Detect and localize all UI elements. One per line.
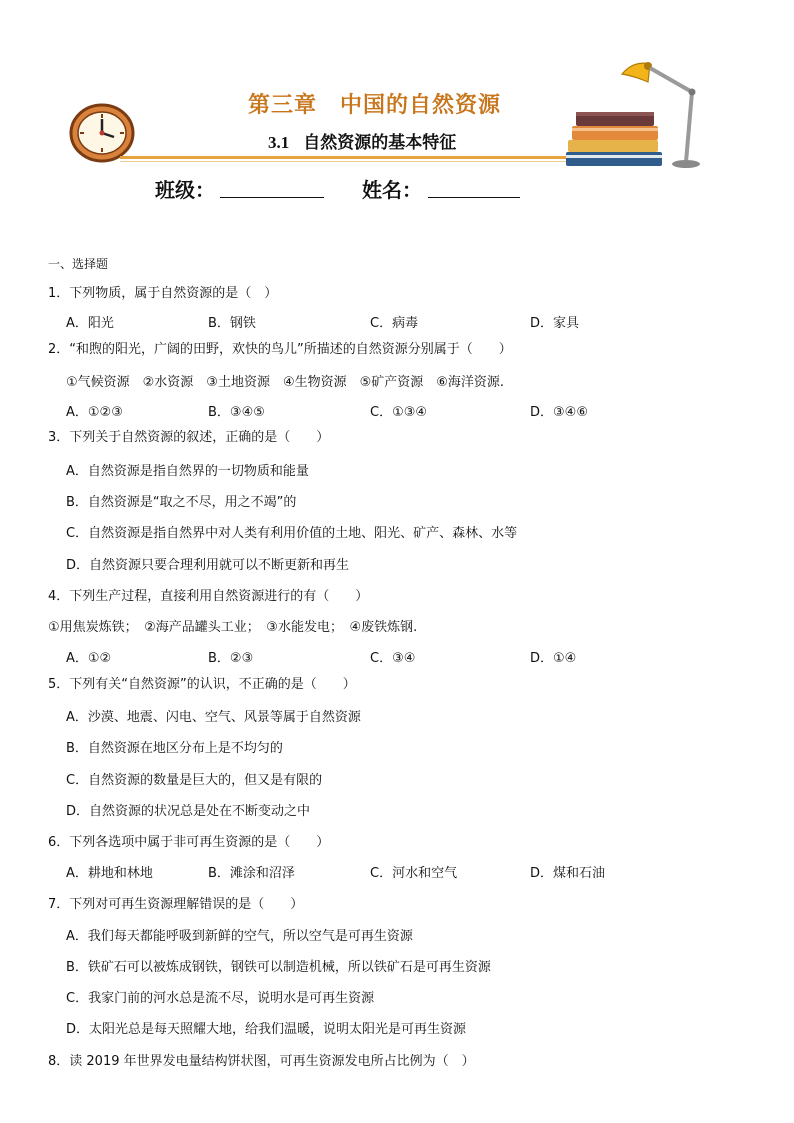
option-c[interactable]: C．自然资源是指自然界中对人类有利用价值的土地、阳光、矿产、森林、水等 — [66, 526, 518, 541]
option-d[interactable]: D．①④ — [530, 651, 577, 666]
option-b[interactable]: B．自然资源是“取之不尽，用之不竭”的 — [66, 495, 297, 510]
option-c[interactable]: C．自然资源的数量是巨大的，但又是有限的 — [66, 773, 323, 788]
option-d[interactable]: D．自然资源的状况总是处在不断变动之中 — [66, 804, 311, 819]
section-title — [268, 128, 456, 153]
question-2-options — [0, 405, 794, 421]
option-b[interactable]: B．钢铁 — [208, 316, 256, 331]
question-6-options — [0, 866, 794, 882]
question-3-stem: 3．下列关于自然资源的叙述，正确的是（ ） — [48, 430, 330, 445]
option-c[interactable]: C．③④ — [370, 651, 416, 666]
option-b[interactable]: B．②③ — [208, 651, 254, 666]
question-2-stem: 2．“和煦的阳光，广阔的田野，欢快的鸟儿”所描述的自然资源分别属于（ ） — [48, 342, 512, 357]
name-blank[interactable] — [428, 197, 520, 198]
option-b[interactable]: B．铁矿石可以被炼成钢铁，钢铁可以制造机械，所以铁矿石是可再生资源 — [66, 960, 491, 975]
option-a[interactable]: A．①②③ — [66, 405, 123, 420]
header-divider — [120, 156, 590, 159]
option-a[interactable]: A．自然资源是指自然界的一切物质和能量 — [66, 464, 309, 479]
name-label: 姓名： — [362, 178, 422, 202]
option-d[interactable]: D．太阳光总是每天照耀大地，给我们温暖，说明太阳光是可再生资源 — [66, 1022, 467, 1037]
question-2-note: ①气候资源 ②水资源 ③土地资源 ④生物资源 ⑤矿产资源 ⑥海洋资源. — [66, 375, 505, 390]
option-b[interactable]: B．滩涂和沼泽 — [208, 866, 295, 881]
section-heading: 一、选择题 — [48, 257, 109, 271]
class-label: 班级： — [155, 178, 215, 202]
option-a[interactable]: A．沙漠、地震、闪电、空气、风景等属于自然资源 — [66, 710, 361, 725]
option-a[interactable]: A．①② — [66, 651, 112, 666]
option-c[interactable]: C．病毒 — [370, 316, 419, 331]
class-blank[interactable] — [220, 197, 324, 198]
section-title-text: 自然资源的基本特征 — [303, 133, 457, 153]
option-c[interactable]: C．①③④ — [370, 405, 428, 420]
books-lamp-icon — [562, 52, 712, 170]
question-1-options — [0, 316, 794, 332]
question-8-stem: 8．读 2019 年世界发电量结构饼状图，可再生资源发电所占比例为（ ） — [48, 1054, 475, 1069]
section-number: 3.1 — [268, 133, 290, 152]
question-4-note: ①用焦炭炼铁； ②海产品罐头工业； ③水能发电； ④废铁炼钢. — [48, 620, 418, 635]
option-a[interactable]: A．阳光 — [66, 316, 114, 331]
option-a[interactable]: A．我们每天都能呼吸到新鲜的空气，所以空气是可再生资源 — [66, 929, 413, 944]
clock-icon — [68, 102, 136, 164]
option-d[interactable]: D．煤和石油 — [530, 866, 606, 881]
option-b[interactable]: B．③④⑤ — [208, 405, 265, 420]
option-d[interactable]: D．家具 — [530, 316, 580, 331]
question-1-stem: 1．下列物质，属于自然资源的是（ ） — [48, 286, 278, 301]
option-d[interactable]: D．自然资源只要合理利用就可以不断更新和再生 — [66, 558, 350, 573]
header-divider-thin — [120, 161, 590, 162]
option-d[interactable]: D．③④⑥ — [530, 405, 588, 420]
question-5-stem: 5．下列有关“自然资源”的认识，不正确的是（ ） — [48, 677, 356, 692]
option-b[interactable]: B．自然资源在地区分布上是不均匀的 — [66, 741, 283, 756]
question-4-stem: 4．下列生产过程，直接利用自然资源进行的有（ ） — [48, 589, 369, 604]
question-6-stem: 6．下列各选项中属于非可再生资源的是（ ） — [48, 835, 330, 850]
question-7-stem: 7．下列对可再生资源理解错误的是（ ） — [48, 897, 304, 912]
option-c[interactable]: C．河水和空气 — [370, 866, 458, 881]
chapter-title: 第三章 中国的自然资源 — [248, 93, 502, 118]
question-4-options — [0, 651, 794, 667]
option-c[interactable]: C．我家门前的河水总是流不尽，说明水是可再生资源 — [66, 991, 375, 1006]
option-a[interactable]: A．耕地和林地 — [66, 866, 153, 881]
